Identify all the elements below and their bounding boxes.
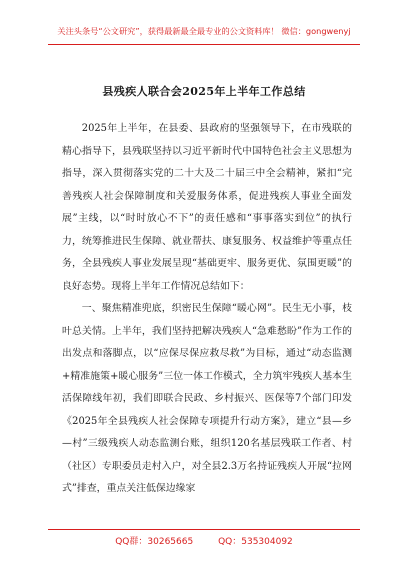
paragraph-section-1: 一、聚焦精准兜底，织密民生保障“暖心网”。民生无小事，枝叶总关情。上半年，我们坚持把解决残疾人“急难愁盼”作为工作的出发点和落脚点，以“应保尽保应救尽救”为目标，通过“动态监测+精准施策+暖心服务”三位一体工作模式，全力筑牢残疾人基本生活保障线年初，我们即联合民政、乡村振兴、医保等7个部门印发《2025年全县残疾人社会保障专项提升行动方案》，建立“县—乡—村”三级残疾人动态监测台账，组织120名基层残联工作者、村（社区）专职委员走村入户，对全县2.3万名持证残疾人开展“拉网式”排查，重点关注低保边缘家 [62,303,352,494]
header-banner: 关注头条号“公文研究”，获得最新最全最专业的公文资料库！ 微信：gongwenyj [57,26,351,36]
footer-contact [0,534,408,547]
document-title: 县残疾人联合会2025年上半年工作总结 [102,85,306,98]
footer-qq: QQ：535304092 [218,537,293,547]
paragraph-intro: 2025年上半年，在县委、县政府的坚强领导下，在市残联的精心指导下，县残联坚持以习近平新时代中国特色社会主义思想为指导，深入贯彻落实党的二十大及二十届三中全会精神，紧扣“完善残疾人社会保障制度和关爱服务体系，促进残疾人事业全面发展”主线，以“时时放心不下”的责任感和“事事落实到位”的执行力，统筹推进民生保障、就业帮扶、康复服务、权益维护等重点任务，全县残疾人事业发展呈现“基础更牢、服务更优、氛围更暖”的良好态势。现将上半年工作情况总结如下： [62,123,352,292]
header-divider [48,44,360,45]
footer-divider [48,529,360,530]
footer-qq-group: QQ群：30265665 [115,537,194,547]
document-body [62,118,352,501]
